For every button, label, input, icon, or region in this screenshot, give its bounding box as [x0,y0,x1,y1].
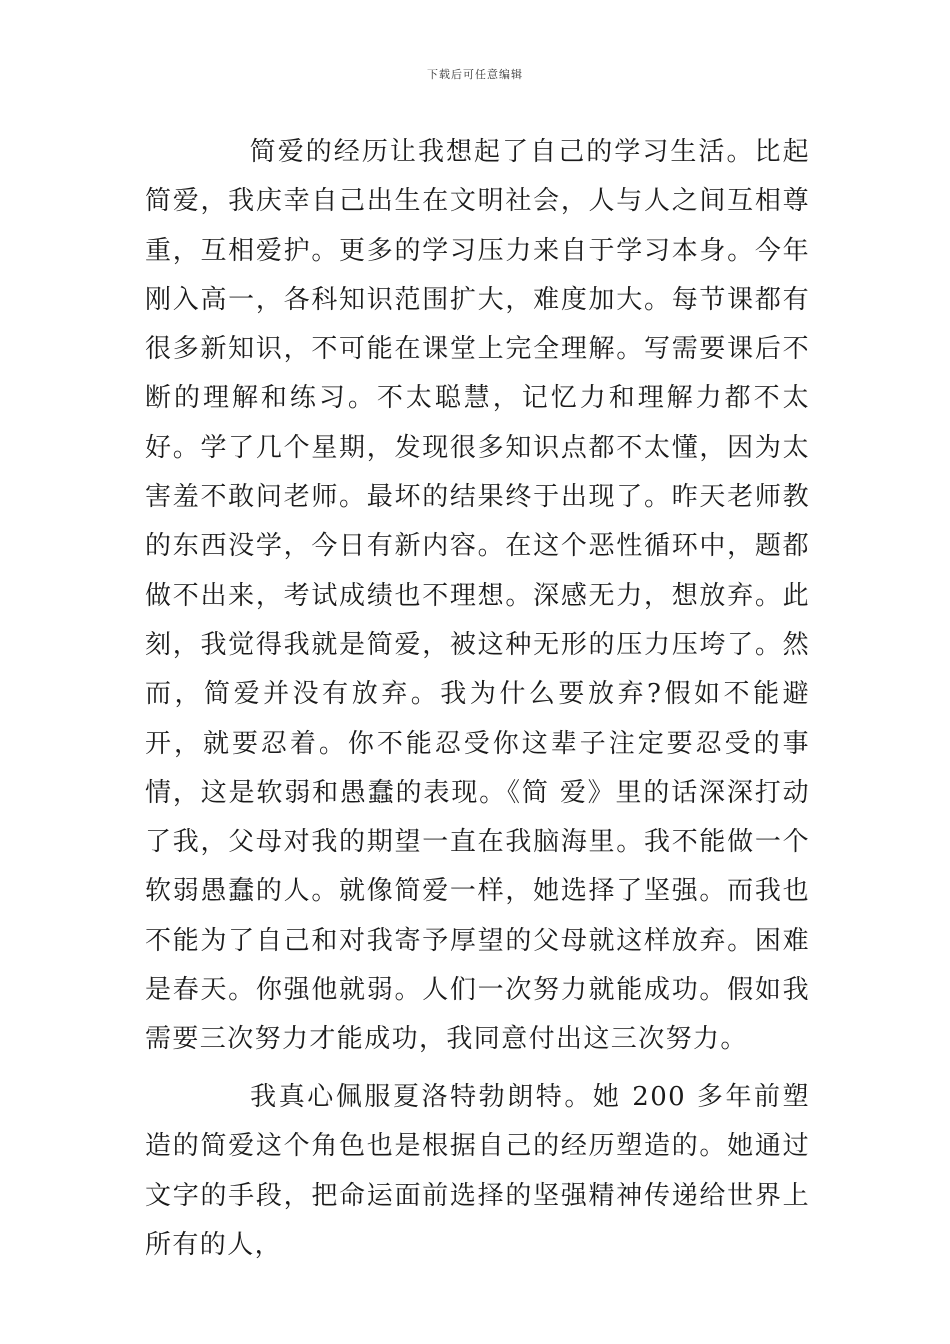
paragraph-text: 我真心佩服夏洛特勃朗特。她 200 多年前塑造的简爱这个角色也是根据自己的经历塑造的。她通过文字的手段，把命运面前选择的坚强精神传递给世界上所有的人， [145,1082,810,1260]
body-paragraph [145,128,810,1065]
body-paragraph [145,1073,810,1270]
page-header: 下载后可任意编辑 [427,68,523,81]
paragraph-text: 简爱的经历让我想起了自己的学习生活。比起简爱，我庆幸自己出生在文明社会，人与人之间互相尊重，互相爱护。更多的学习压力来自于学习本身。今年刚入高一，各科知识范围扩大，难度加大。每节课都有很多新知识，不可能在课堂上完全理解。写需要课后不断的理解和练习。不太聪慧，记忆力和理解力都不太好。学了几个星期，发现很多知识点都不太懂，因为太害羞不敢问老师。最坏的结果终于出现了。昨天老师教的东西没学，今日有新内容。在这个恶性循环中，题都做不出来，考试成绩也不理想。深感无力，想放弃。此刻，我觉得我就是简爱，被这种无形的压力压垮了。然而，简爱并没有放弃。我为什么要放弃?假如不能避开，就要忍着。你不能忍受你这辈子注定要忍受的事情，这是软弱和愚蠢的表现。《简 爱》里的话深深打动了我，父母对我的期望一直在我脑海里。我不能做一个软弱愚蠢的人。就像简爱一样，她选择了坚强。而我也不能为了自己和对我寄予厚望的父母就这样放弃。困难是春天。你强他就弱。人们一次努力就能成功。假如我需要三次努力才能成功，我同意付出这三次努力。 [145,137,810,1055]
